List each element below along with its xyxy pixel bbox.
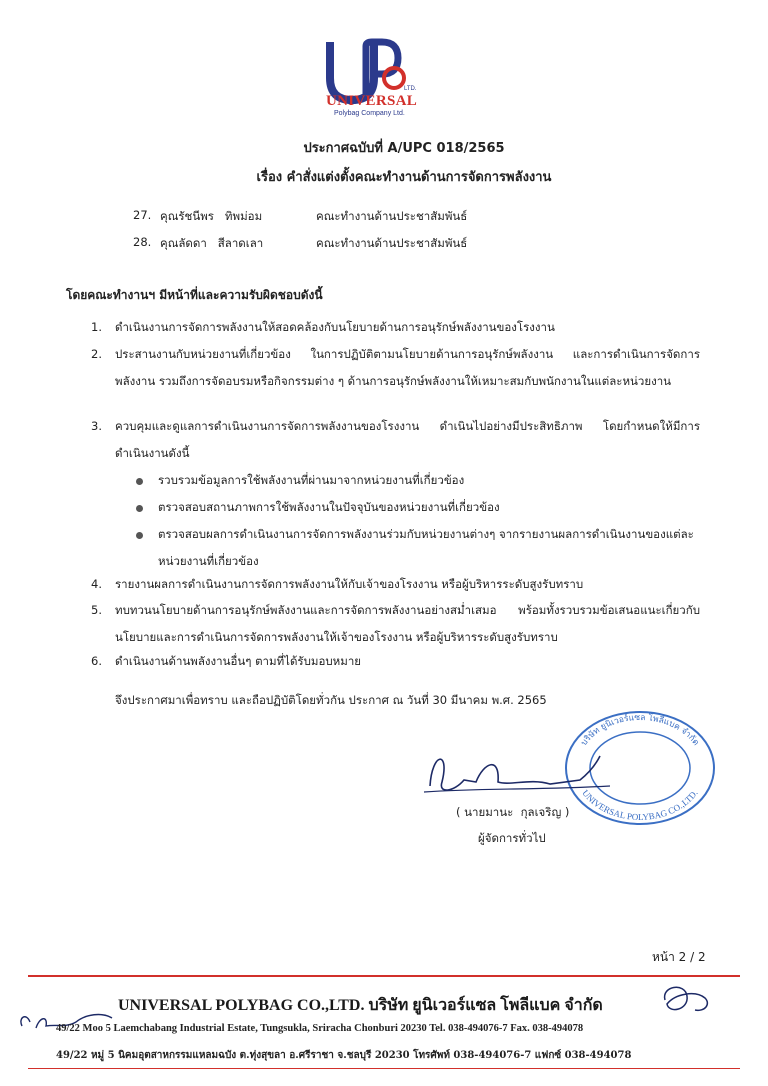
duty-text: ดำเนินงานด้านพลังงานอื่นๆ ตามที่ได้รับมอบหมาย — [115, 654, 362, 668]
sub-item: รวบรวมข้อมูลการใช้พลังงานที่ผ่านมาจากหน่วยงานที่เกี่ยวข้อง — [158, 473, 465, 487]
footer-address-thai: 49/22 หมู่ 5 นิคมอุตสาหกรรมแหลมฉบัง ต.ทุ่งสุขลา อ.ศรีราชา จ.ชลบุรี 20230 โทรศัพท์ 038-494076-7 แฟกซ์ 038-494078 — [56, 1050, 632, 1061]
page-number: หน้า 2 / 2 — [652, 950, 706, 964]
svg-text:UNIVERSAL POLYBAG CO.,LTD.: UNIVERSAL POLYBAG CO.,LTD. — [580, 787, 700, 823]
sub-item: ตรวจสอบสถานภาพการใช้พลังงานในปัจจุบันของหน่วยงานที่เกี่ยวข้อง — [158, 500, 500, 514]
bullet-icon — [136, 478, 143, 485]
duty-number: 1. — [91, 320, 102, 334]
duty-number: 2. — [91, 347, 102, 361]
member-role: คณะทำงานด้านประชาสัมพันธ์ — [316, 236, 468, 250]
footer-divider — [28, 975, 740, 977]
announcement-number: ประกาศฉบับที่ A/UPC 018/2565 — [303, 141, 505, 156]
initial-signature-right — [655, 980, 715, 1018]
logo-wordmark — [326, 94, 426, 118]
logo-subtitle: Polybag Company Ltd. — [334, 110, 405, 117]
bullet-icon — [136, 532, 143, 539]
duty-text: รายงานผลการดำเนินงานการจัดการพลังงานให้กับเจ้าของโรงงาน หรือผู้บริหารระดับสูงรับทราบ — [115, 577, 584, 591]
logo-name: UNIVERSAL — [326, 93, 418, 109]
svg-text:LTD.: LTD. — [404, 86, 417, 92]
signature — [420, 742, 620, 802]
duty-number: 6. — [91, 654, 102, 668]
member-number: 27. — [133, 208, 152, 222]
announcement-subject: เรื่อง คำสั่งแต่งตั้งคณะทำงานด้านการจัดการพลังงาน — [256, 170, 552, 185]
member-name: คุณรัชนีพร ทิพม่อม — [160, 209, 263, 223]
bullet-icon — [136, 505, 143, 512]
member-role: คณะทำงานด้านประชาสัมพันธ์ — [316, 209, 468, 223]
svg-text:บริษัท ยูนิเวอร์แซล โพลีแบค จำ: บริษัท ยูนิเวอร์แซล โพลีแบค จำกัด — [579, 712, 701, 748]
duty-number: 3. — [91, 419, 102, 433]
member-name: คุณลัดดา สีลาดเลา — [160, 236, 264, 250]
member-number: 28. — [133, 235, 152, 249]
sub-item: ตรวจสอบผลการดำเนินงานการจัดการพลังงานร่วมกับหน่วยงานต่างๆ จากรายงานผลการดำเนินงานของแต่ละหน่วยงานที่เกี่ยวข้อง — [158, 527, 694, 568]
duty-number: 4. — [91, 577, 102, 591]
footer-address-english: 49/22 Moo 5 Laemchabang Industrial Estate, Tungsukla, Sriracha Chonburi 20230 Tel. 038-494076-7 Fax. 038-494078 — [56, 1023, 584, 1034]
duty-text: ประสานงานกับหน่วยงานที่เกี่ยวข้อง ในการปฏิบัติตามนโยบายด้านการอนุรักษ์พลังงาน และการดำเนินการจัดการพลังงาน รวมถึงการจัดอบรมหรือกิจกรรมต่าง ๆ ด้านการอนุรักษ์พลังงานให้เหมาะสมกับพนักงานในแต่ละหน่วยงาน — [115, 347, 700, 388]
footer-company-name: UNIVERSAL POLYBAG CO.,LTD. บริษัท ยูนิเวอร์แซล โพลีแบค จำกัด — [118, 997, 603, 1014]
duty-text: ควบคุมและดูแลการดำเนินงานการจัดการพลังงานของโรงงาน ดำเนินไปอย่างมีประสิทธิภาพ โดยกำหนดให้มีการดำเนินงานดังนี้ — [115, 419, 700, 460]
duty-number: 5. — [91, 603, 102, 617]
duty-text: ทบทวนนโยบายด้านการอนุรักษ์พลังงานและการจัดการพลังงานอย่างสม่ำเสมอ พร้อมทั้งรวบรวมข้อเสนอแนะเกี่ยวกับนโยบายและการดำเนินการจัดการพลังงานให้เจ้าของโรงงาน หรือผู้บริหารระดับสูงรับทราบ — [115, 603, 700, 644]
duty-text: ดำเนินงานการจัดการพลังงานให้สอดคล้องกับนโยบายด้านการอนุรักษ์พลังงานของโรงงาน — [115, 320, 555, 334]
signer-title: ผู้จัดการทั่วไป — [478, 831, 546, 845]
footer-bottom-divider — [28, 1068, 740, 1069]
signer-name: ( นายมานะ กุลเจริญ ) — [456, 805, 570, 819]
closing-statement: จึงประกาศมาเพื่อทราบ และถือปฏิบัติโดยทั่วกัน ประกาศ ณ วันที่ 30 มีนาคม พ.ศ. 2565 — [115, 693, 547, 707]
duties-heading: โดยคณะทำงานฯ มีหน้าที่และความรับผิดชอบดังนี้ — [66, 288, 323, 302]
